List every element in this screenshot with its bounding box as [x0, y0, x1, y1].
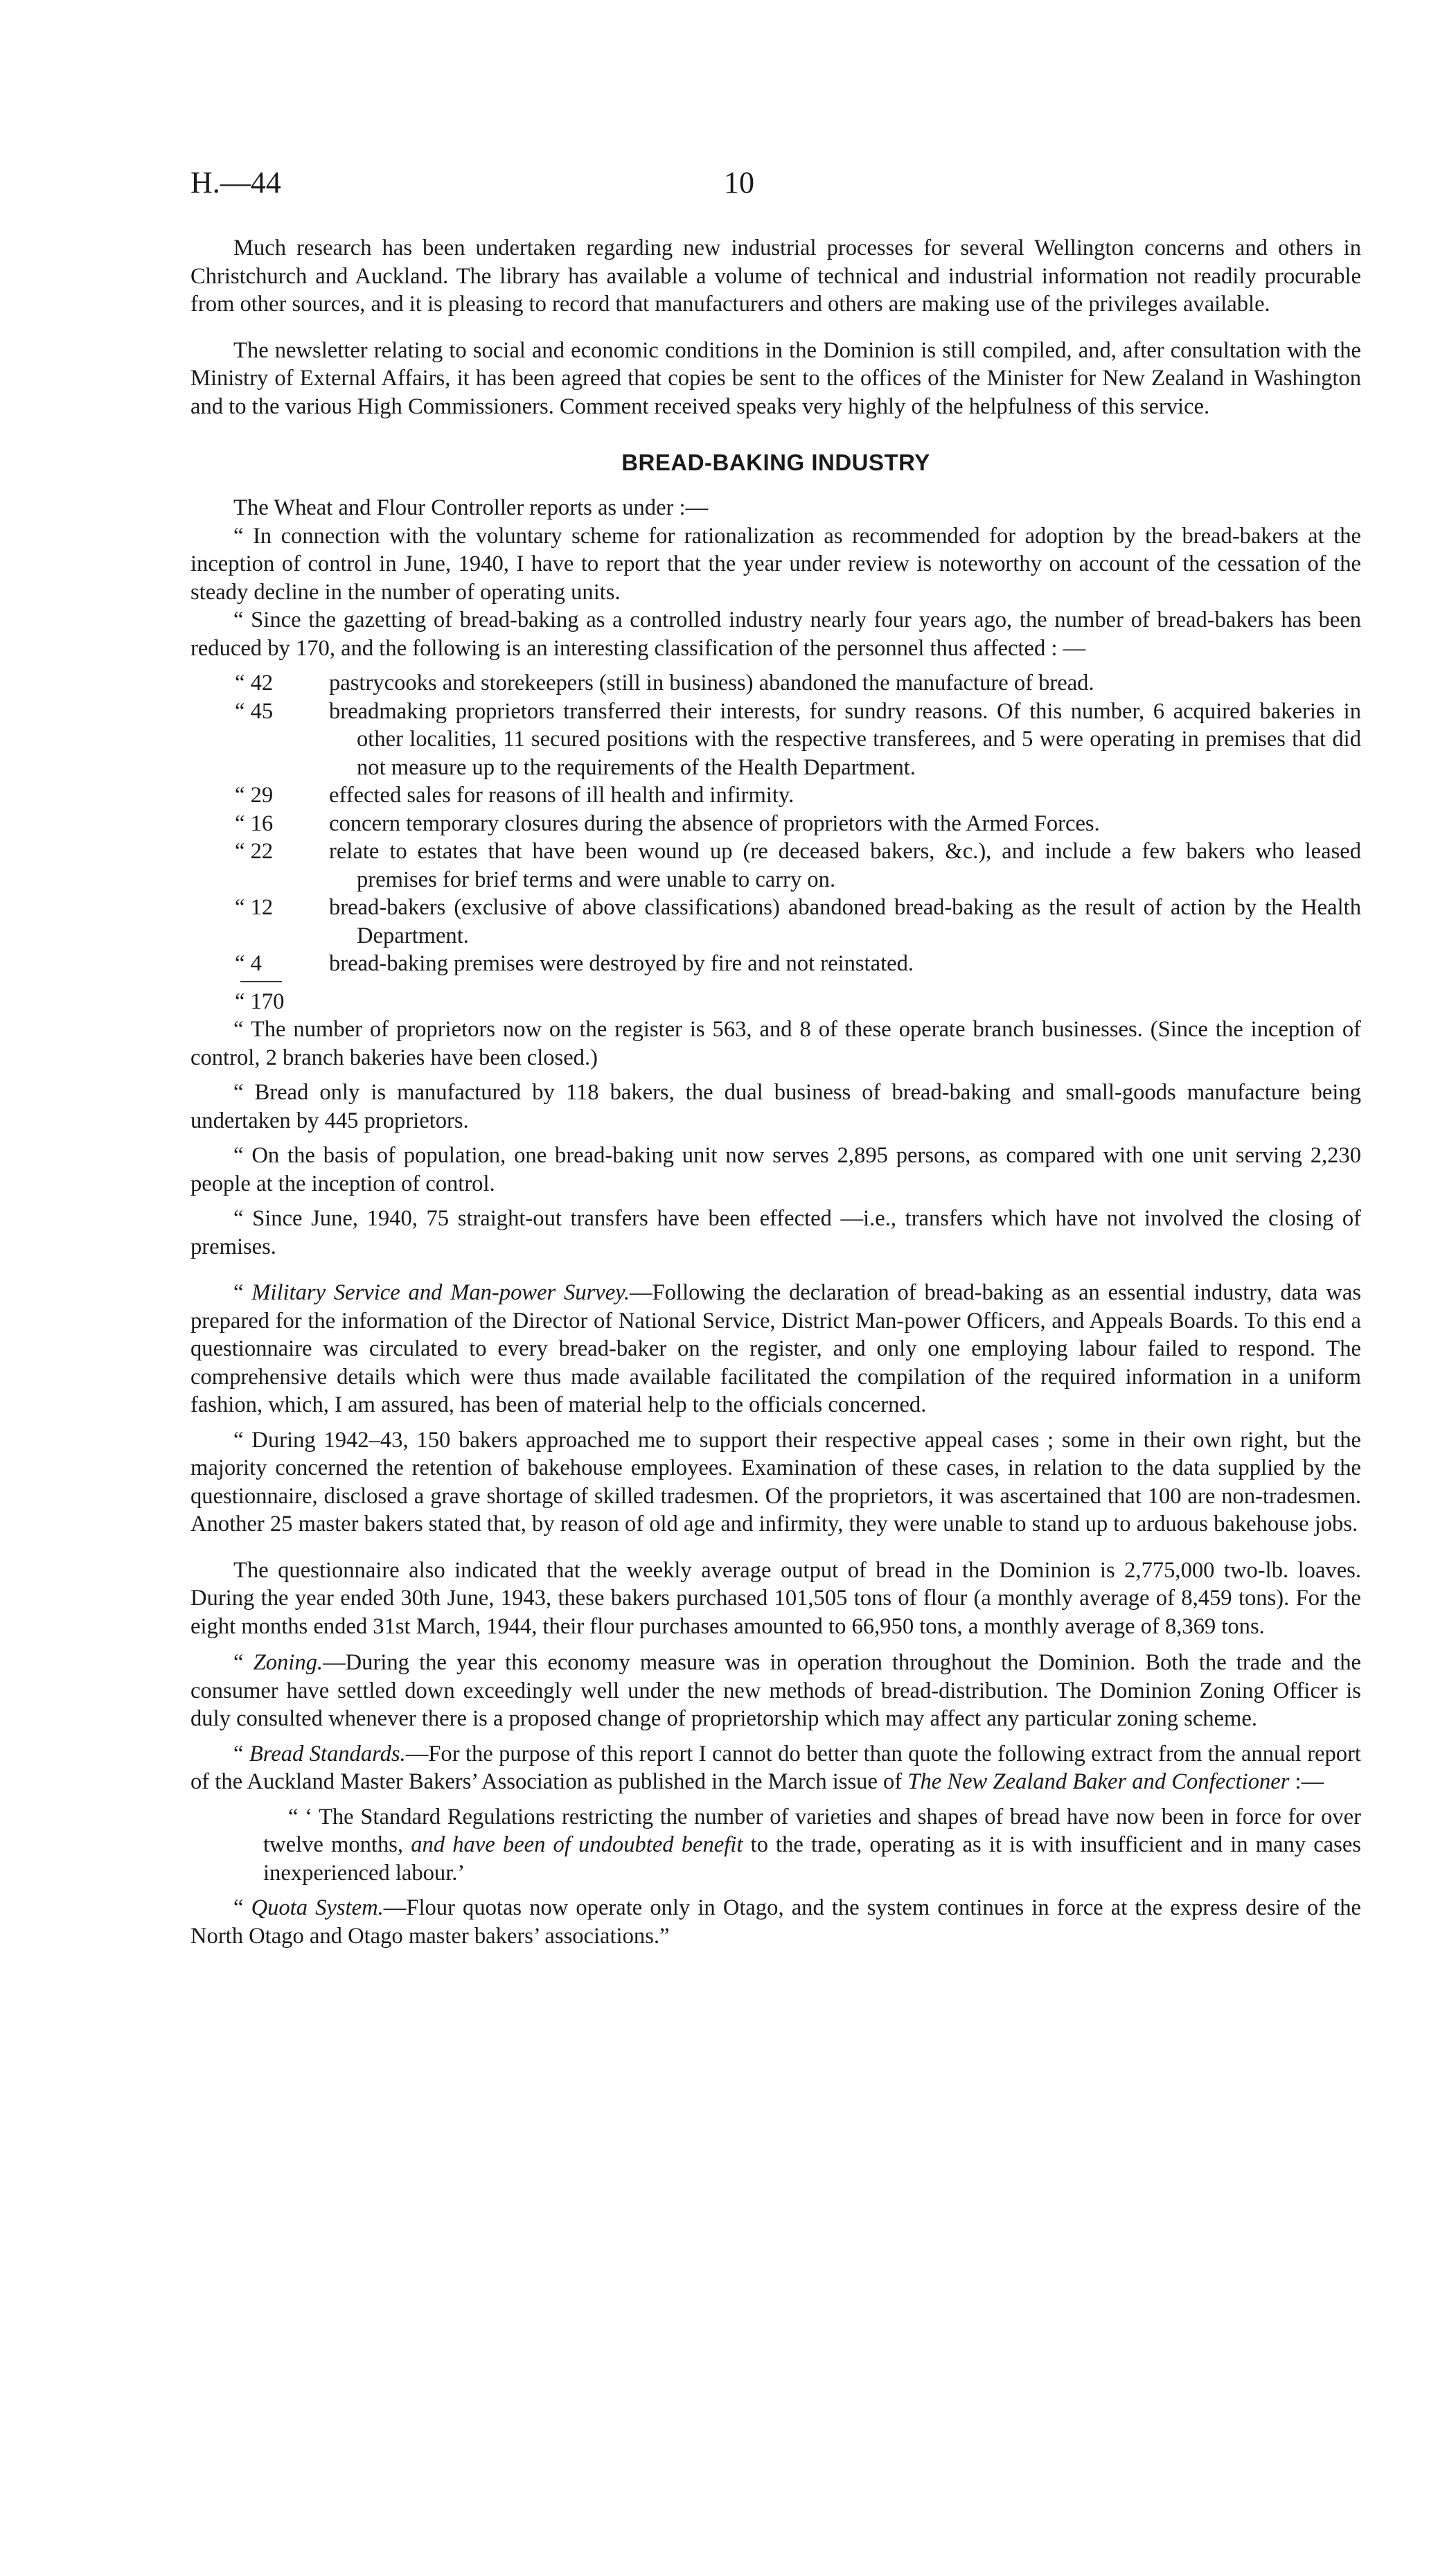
classification-total: “ 170 [235, 989, 285, 1014]
publication-title: The New Zealand Baker and Confectioner [907, 1769, 1290, 1794]
list-item-count: “ 45 [235, 698, 274, 724]
list-item-count: “ 42 [235, 671, 274, 695]
list-item-count: “ 29 [235, 783, 274, 808]
page-number: 10 [724, 166, 754, 200]
list-item-count: “ 16 [235, 810, 274, 836]
total-rule [240, 981, 282, 982]
zoning-heading: Zoning. [253, 1650, 323, 1675]
list-item [190, 950, 1361, 978]
section-title: BREAD-BAKING INDUSTRY [621, 450, 930, 475]
appeals-paragraph: “ During 1942–43, 150 bakers approached me to support their respective appeal cases ; some in their own right, but the majority concerned the retention of bakehouse employees. Examination of these cases, in relation to the data supplied by the questionnaire, disclosed a grave shortage of skilled tradesmen. Of the proprietors, it was ascertained that 100 are non-tradesmen. Another 25 master bakers stated that, by reason of old age and infirmity, they were unable to stand up to arduous bakehouse jobs. [190, 1427, 1361, 1536]
standards-quote-emphasis: and have been of undoubted benefit [411, 1832, 743, 1857]
list-item-text: breadmaking proprietors transferred their interests, for sundry reasons. Of this number, 6 acquired bakeries in other localities, 11 secured positions with the respective transferees, and 5 were operating in premises that did not measure up to the requirements of the Health Department. [329, 698, 1361, 780]
transfers-paragraph: “ Since June, 1940, 75 straight-out transfers have been effected —i.e., transfers which have not involved the closing of premises. [190, 1206, 1361, 1259]
intro-paragraph-1: Much research has been undertaken regarding new industrial processes for several Wellington concerns and others in Christchurch and Auckland. The library has available a volume of technical and industrial information not readily procurable from other sources, and it is pleasing to record that manufacturers and others are making use of the privileges available. [190, 236, 1361, 317]
proprietors-paragraph: “ The number of proprietors now on the register is 563, and 8 of these operate branch businesses. (Since the inception of control, 2 branch bakeries have been closed.) [190, 1017, 1361, 1070]
standards-quote-end: to the trade, operating as it is with insufficient and in many cases inexperienced labour.’ [263, 1832, 1361, 1886]
list-item-text: bread-baking premises were destroyed by fire and not reinstated. [329, 951, 914, 976]
standards-quote-start: “ ‘ The Standard Regulations restricting the number of varieties and shapes of bread have now been in force for over twelve months, [263, 1804, 1361, 1857]
military-service-paragraph: “ Military Service and Man-power Survey.—Following the declaration of bread-baking as an essential industry, data was prepared for the information of the Director of National Service, District Man-power Officers, and Appeals Boards. To this end a questionnaire was circulated to every bread-baker on the register, and only one employing labour failed to respond. The comprehensive details which were thus made available facilitated the compilation of the required information in a uniform fashion, which, I am assured, has been of material help to the officials concerned. [190, 1280, 1361, 1417]
list-item [190, 894, 1361, 950]
bread-standards-text: —For the purpose of this report I cannot do better than quote the following extract from the annual report of the Auckland Master Bakers’ Association as published in the March issue of [190, 1741, 1361, 1794]
classification-list [190, 669, 1361, 978]
bread-only-paragraph: “ Bread only is manufactured by 118 bakers, the dual business of bread-baking and small-goods manufacture being undertaken by 445 proprietors. [190, 1080, 1361, 1133]
document-reference: H.—44 [190, 166, 281, 200]
list-item [190, 781, 1361, 810]
population-paragraph: “ On the basis of population, one bread-baking unit now serves 2,895 persons, as compared with one unit serving 2,230 people at the inception of control. [190, 1143, 1361, 1196]
list-item-count: “ 4 [235, 951, 262, 976]
list-item-text: pastrycooks and storekeepers (still in business) abandoned the manufacture of bread. [329, 671, 1094, 695]
military-service-text: —Following the declaration of bread-baking as an essential industry, data was prepared for the information of the Director of National Service, District Man-power Officers, and Appeals Boards. To this end a questionnaire was circulated to every bread-baker on the register, and only one employing labour failed to respond. The comprehensive details which were thus made available facilitated the compilation of the required information in a uniform fashion, which, I am assured, has been of material help to the officials concerned. [190, 1280, 1361, 1417]
list-item [190, 810, 1361, 838]
list-item-text: effected sales for reasons of ill health and infirmity. [329, 783, 794, 808]
list-item [190, 669, 1361, 698]
gazetting-paragraph: “ Since the gazetting of bread-baking as a controlled industry nearly four years ago, the number of bread-bakers has been reduced by 170, and the following is an interesting classification of the personnel thus affected : — [190, 608, 1361, 661]
zoning-paragraph: “ Zoning.—During the year this economy measure was in operation throughout the Dominion. Both the trade and the consumer have settled down exceedingly well under the new methods of bread-distribution. The Dominion Zoning Officer is duly consulted whenever there is a proposed change of proprietorship which may affect any particular zoning scheme. [190, 1650, 1362, 1731]
list-item-text: bread-bakers (exclusive of above classifications) abandoned bread-baking as the result of action by the Health Department. [329, 895, 1361, 948]
quota-system-text: —Flour quotas now operate only in Otago, and the system continues in force at the express desire of the North Otago and Otago master bakers’ associations.” [190, 1895, 1362, 1949]
military-service-heading: Military Service and Man-power Survey. [251, 1280, 630, 1305]
quota-system-paragraph: “ Quota System.—Flour quotas now operate only in Otago, and the system continues in force at the express desire of the North Otago and Otago master bakers’ associations.” [190, 1895, 1362, 1949]
list-item [190, 698, 1361, 782]
list-item-count: “ 12 [235, 895, 274, 920]
output-paragraph: The questionnaire also indicated that the weekly average output of bread in the Dominion is 2,775,000 two-lb. loaves. During the year ended 30th June, 1943, these bakers purchased 101,505 tons of flour (a monthly average of 8,459 tons). For the eight months ended 31st March, 1944, their flour purchases amounted to 66,950 tons, a monthly average of 8,369 tons. [190, 1557, 1361, 1639]
standards-quote [263, 1803, 1361, 1888]
bread-standards-suffix: :— [1289, 1769, 1324, 1794]
bread-standards-heading: Bread Standards. [249, 1741, 406, 1766]
bread-standards-paragraph: “ Bread Standards.—For the purpose of this report I cannot do better than quote the following extract from the annual report of the Auckland Master Bakers’ Association as published in the March issue of The New Zealand Baker and Confectioner :— [190, 1741, 1361, 1794]
quota-system-heading: Quota System. [251, 1895, 384, 1920]
body-text [190, 234, 1361, 1950]
list-item-text: relate to estates that have been wound up (re deceased bakers, &c.), and include a few bakers who leased premises for brief terms and were unable to carry on. [329, 839, 1361, 892]
page-header [190, 165, 1361, 206]
list-item [190, 838, 1361, 894]
intro-paragraph-2: The newsletter relating to social and economic conditions in the Dominion is still compiled, and, after consultation with the Ministry of External Affairs, it has been agreed that copies be sent to the offices of the Minister for New Zealand in Washington and to the various High Commissioners. Comment received speaks very highly of the helpfulness of this service. [190, 337, 1361, 419]
controller-intro: The Wheat and Flour Controller reports as under :— [233, 495, 709, 520]
zoning-text: —During the year this economy measure was in operation throughout the Dominion. Both the trade and the consumer have settled down exceedingly well under the new methods of bread-distribution. The Dominion Zoning Officer is duly consulted whenever there is a proposed change of proprietorship which may affect any particular zoning scheme. [190, 1650, 1362, 1731]
list-item-count: “ 22 [235, 839, 274, 864]
list-item-text: concern temporary closures during the absence of proprietors with the Armed Forces. [329, 810, 1100, 836]
rationalization-paragraph: “ In connection with the voluntary scheme for rationalization as recommended for adoption by the bread-bakers at the inception of control in June, 1940, I have to report that the year under review is noteworthy on account of the cessation of the steady decline in the number of operating units. [190, 523, 1361, 605]
